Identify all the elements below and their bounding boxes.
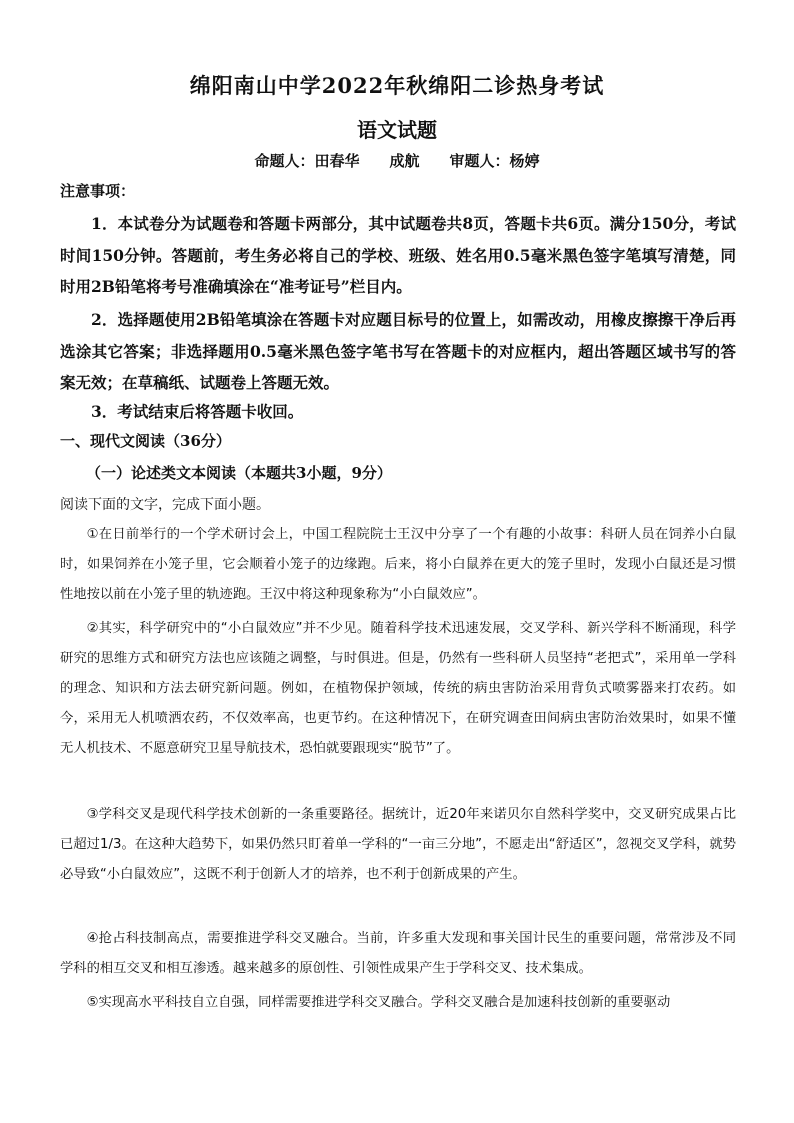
passage-paragraph-5: ⑤实现高水平科技自立自强，同样需要推进学科交叉融合。学科交叉融合是加速科技创新的重要驱动 bbox=[86, 995, 671, 1010]
exam-title: 绵阳南山中学2022年秋绵阳二诊热身考试 bbox=[189, 73, 605, 98]
exam-authors: 命题人：田春华 成航 审题人：杨婷 bbox=[254, 152, 540, 170]
section-subtitle: （一）论述类文本阅读（本题共3小题，9分） bbox=[86, 464, 392, 482]
notice-item-3: 3．考试结束后将答题卡收回。 bbox=[91, 402, 304, 421]
notice-heading: 注意事项： bbox=[60, 182, 136, 200]
reading-instruction: 阅读下面的文字，完成下面小题。 bbox=[60, 497, 270, 513]
section-title: 一、现代文阅读（36分） bbox=[60, 432, 231, 450]
passage-paragraph-4: ④抢占科技制高点，需要推进学科交叉融合。当前，许多重大发现和事关国计民生的重要问题，常常涉及不同学科的相互交叉和相互渗透。越来越多的原创性、引领性成果产生于学科交叉、技术集成。 bbox=[60, 931, 736, 976]
passage-paragraph-2: ②其实，科学研究中的“小白鼠效应”并不少见。随着科学技术迅速发展，交叉学科、新兴学科不断涌现，科学研究的思维方式和研究方法也应该随之调整，与时俱进。但是，仍然有一些科研人员坚持“老把式”，采用单一学科的理念、知识和方法去研究新问题。例如，在植物保护领域，传统的病虫害防治采用背负式喷雾器来打农药。如今，采用无人机喷洒农药，不仅效率高，也更节约。在这种情况下，在研究调查田间病虫害防治效果时，如果不懂无人机技术、不愿意研究卫星导航技术，恐怕就要跟现实“脱节”了。 bbox=[60, 621, 736, 756]
notice-item-2: 2．选择题使用2B铅笔填涂在答题卡对应题目标号的位置上，如需改动，用橡皮擦擦干净后再选涂其它答案；非选择题用0.5毫米黑色签字笔书写在答题卡的对应框内，超出答题区域书写的答案无效；在草稿纸、试题卷上答题无效。 bbox=[60, 310, 736, 392]
passage-paragraph-1: ①在日前举行的一个学术研讨会上，中国工程院院士王汉中分享了一个有趣的小故事：科研人员在饲养小白鼠时，如果饲养在小笼子里，它会顺着小笼子的边缘跑。后来，将小白鼠养在更大的笼子里时，发现小白鼠还是习惯性地按以前在小笼子里的轨迹跑。王汉中将这种现象称为“小白鼠效应”。 bbox=[60, 527, 736, 602]
passage-paragraph-3: ③学科交叉是现代科学技术创新的一条重要路径。据统计，近20年来诺贝尔自然科学奖中，交叉研究成果占比已超过1/3。在这种大趋势下，如果仍然只盯着单一学科的“一亩三分地”，不愿走出“舒适区”，忽视交叉学科，就势必导致“小白鼠效应”，这既不利于创新人才的培养，也不利于创新成果的产生。 bbox=[60, 807, 736, 882]
exam-subtitle: 语文试题 bbox=[357, 118, 437, 142]
notice-item-1: 1．本试卷分为试题卷和答题卡两部分，其中试题卷共8页，答题卡共6页。满分150分，考试时间150分钟。答题前，考生务必将自己的学校、班级、姓名用0.5毫米黑色签字笔填写清楚，同时用2B铅笔将考号准确填涂在“准考证号”栏目内。 bbox=[60, 214, 736, 296]
